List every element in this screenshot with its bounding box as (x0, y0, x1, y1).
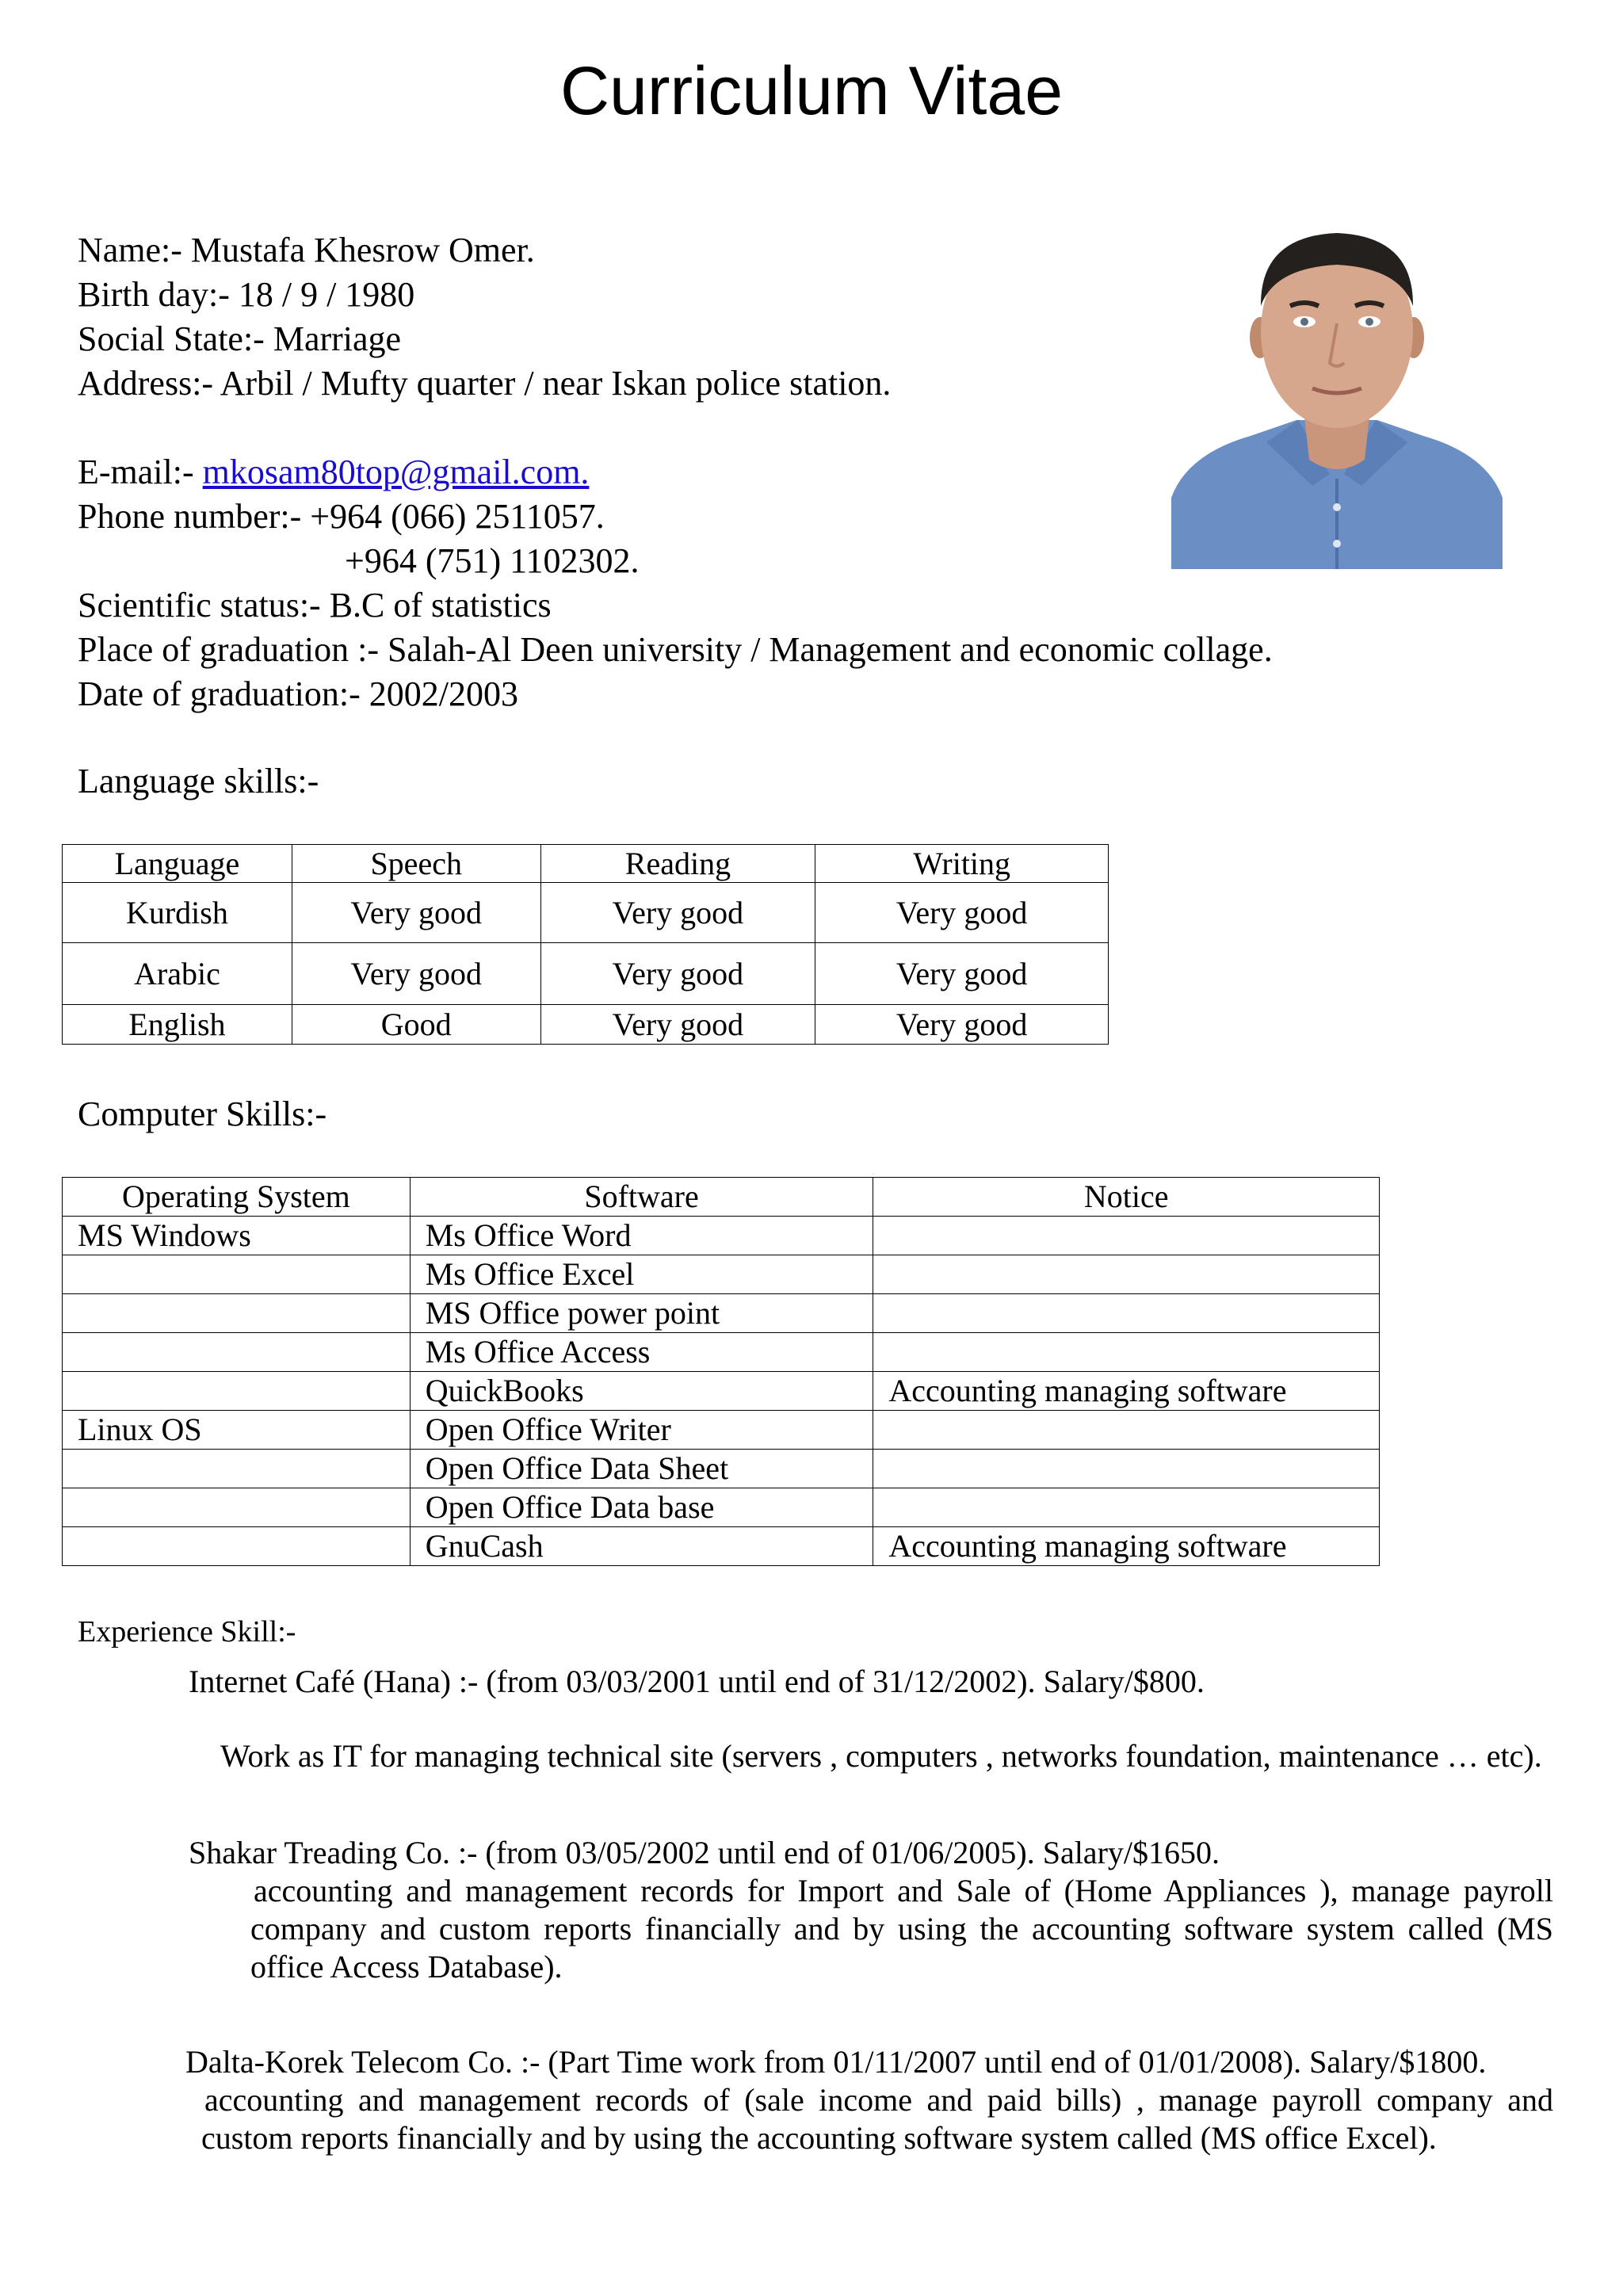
table-cell (873, 1450, 1380, 1488)
experience-heading: Experience Skill:- (78, 1615, 296, 1648)
table-header-row (63, 845, 1109, 883)
table-cell: Very good (815, 883, 1109, 943)
email-link[interactable]: mkosam80top@gmail.com. (202, 453, 590, 491)
email-label: E-mail:- (78, 453, 203, 491)
table-cell (873, 1333, 1380, 1372)
job-3-title: Dalta-Korek Telecom Co. :- (Part Time work from 01/11/2007 until end of 01/01/2008). Salary/$1800. (185, 2044, 1487, 2080)
graduation-date-line: Date of graduation:- 2002/2003 (78, 674, 518, 713)
email-line (78, 455, 589, 490)
table-cell: English (63, 1005, 292, 1045)
table-cell (63, 1450, 411, 1488)
table-cell: Accounting managing software (873, 1527, 1380, 1566)
table-cell (63, 1294, 411, 1333)
table-header-cell: Speech (292, 845, 540, 883)
job-3-description: accounting and management records of (sale income and paid bills) , manage payroll company and custom reports financially and by using the accounting software system called (MS office Excel). (201, 2082, 1553, 2156)
table-cell: Kurdish (63, 883, 292, 943)
person-portrait-icon (1171, 212, 1503, 569)
name-line: Name:- Mustafa Khesrow Omer. (78, 231, 535, 269)
job-2-title: Shakar Treading Co. :- (from 03/05/2002 until end of 01/06/2005). Salary/$1650. (189, 1835, 1220, 1870)
table-header-cell: Language (63, 845, 292, 883)
job-1-title: Internet Café (Hana) :- (from 03/03/2001 until end of 31/12/2002). Salary/$800. (189, 1664, 1205, 1699)
table-cell (873, 1411, 1380, 1450)
table-header-cell: Writing (815, 845, 1109, 883)
job-1-description-text: Work as IT for managing technical site (servers , computers , networks foundation, maintenance … etc). (220, 1738, 1542, 1774)
table-header-cell: Software (410, 1178, 873, 1217)
table-cell: Ms Office Access (410, 1333, 873, 1372)
table-cell: Very good (815, 943, 1109, 1005)
table-header-cell: Operating System (63, 1178, 411, 1217)
table-row (63, 1005, 1109, 1045)
language-skills-table (62, 844, 1109, 1045)
birthday-line: Birth day:- 18 / 9 / 1980 (78, 275, 415, 314)
table-cell (873, 1217, 1380, 1255)
phone-line: Phone number:- +964 (066) 2511057. (78, 497, 605, 536)
table-row (63, 1217, 1380, 1255)
table-cell: Open Office Data Sheet (410, 1450, 873, 1488)
table-cell: Very good (540, 943, 815, 1005)
computer-skills-table (62, 1177, 1380, 1566)
table-cell (63, 1372, 411, 1411)
table-row (63, 1488, 1380, 1527)
table-cell: Accounting managing software (873, 1372, 1380, 1411)
job-1-description (220, 1737, 1553, 1775)
table-cell: GnuCash (410, 1527, 873, 1566)
table-row (63, 883, 1109, 943)
page-title: Curriculum Vitae (559, 53, 1064, 129)
table-cell: QuickBooks (410, 1372, 873, 1411)
table-cell (873, 1255, 1380, 1294)
table-cell: Linux OS (63, 1411, 411, 1450)
table-cell (873, 1294, 1380, 1333)
address-line: Address:- Arbil / Mufty quarter / near Iskan police station. (78, 364, 892, 403)
table-cell (873, 1488, 1380, 1527)
scientific-status-line: Scientific status:- B.C of statistics (78, 586, 552, 625)
table-row (63, 1411, 1380, 1450)
table-cell: Ms Office Excel (410, 1255, 873, 1294)
table-cell: Arabic (63, 943, 292, 1005)
table-cell (63, 1255, 411, 1294)
job-2-description: accounting and management records for Import and Sale of (Home Appliances ), manage payroll company and custom reports financially and by using the accounting software system called (MS office Access Database). (250, 1873, 1553, 1985)
profile-photo (1171, 212, 1503, 569)
table-row (63, 1450, 1380, 1488)
table-row (63, 1255, 1380, 1294)
table-cell: Open Office Writer (410, 1411, 873, 1450)
table-header-row (63, 1178, 1380, 1217)
table-row (63, 1294, 1380, 1333)
table-cell: Good (292, 1005, 540, 1045)
table-cell (63, 1527, 411, 1566)
table-row (63, 943, 1109, 1005)
table-cell: Ms Office Word (410, 1217, 873, 1255)
table-row (63, 1527, 1380, 1566)
table-cell (63, 1488, 411, 1527)
language-heading: Language skills:- (78, 762, 319, 800)
table-cell (63, 1333, 411, 1372)
table-cell: MS Office power point (410, 1294, 873, 1333)
table-cell: Very good (815, 1005, 1109, 1045)
table-header-cell: Notice (873, 1178, 1380, 1217)
table-cell: Very good (292, 943, 540, 1005)
phone-line-2: +964 (751) 1102302. (345, 541, 640, 580)
graduation-place-line: Place of graduation :- Salah-Al Deen university / Management and economic collage. (78, 630, 1273, 669)
table-cell: Very good (292, 883, 540, 943)
table-row (63, 1333, 1380, 1372)
table-cell: Open Office Data base (410, 1488, 873, 1527)
table-cell: Very good (540, 883, 815, 943)
table-cell: MS Windows (63, 1217, 411, 1255)
table-row (63, 1372, 1380, 1411)
table-header-cell: Reading (540, 845, 815, 883)
table-cell: Very good (540, 1005, 815, 1045)
computer-heading: Computer Skills:- (78, 1095, 327, 1133)
social-state-line: Social State:- Marriage (78, 319, 402, 358)
